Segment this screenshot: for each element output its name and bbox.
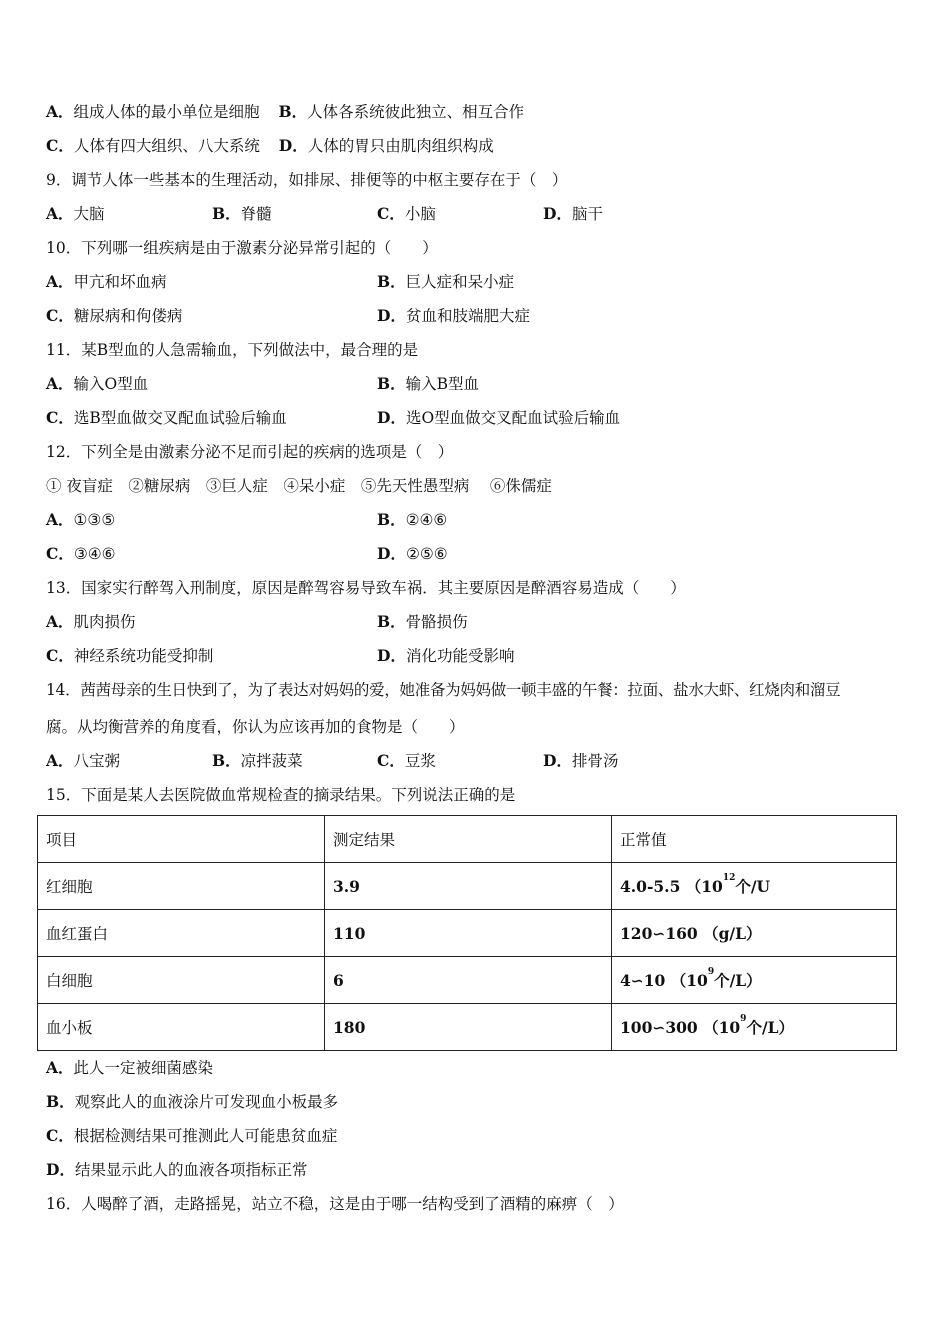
q8-option-d: 人体的胃只由肌肉组织构成 (307, 137, 494, 155)
q8-option-b-key: B． (278, 102, 308, 121)
header-item: 项目 (38, 816, 325, 863)
normal-range: 4∽10 （10 (620, 971, 708, 990)
normal-unit: 个/L） (714, 971, 762, 990)
normal-range: 100∽300 （10 (620, 1018, 741, 1037)
normal-range: 120∽160 （g/L） (620, 924, 762, 943)
q8-option-a: 组成人体的最小单位是细胞 (73, 103, 260, 121)
q8-option-b: 人体各系统彼此独立、相互合作 (307, 103, 525, 121)
row-item: 血小板 (38, 1004, 325, 1051)
q8-option-c: 人体有四大组织、八大系统 (73, 137, 260, 155)
q10-options-row-1 (46, 272, 906, 292)
q15-option-c: C．根据检测结果可推测此人可能患贫血症 (46, 1126, 338, 1145)
q8-option-a-key: A． (46, 102, 74, 121)
q13-option-d: D．消化功能受影响 (377, 646, 515, 665)
row-item: 白细胞 (38, 957, 325, 1004)
q11-option-b: B．输入B型血 (377, 374, 480, 393)
row-result: 110 (325, 910, 612, 957)
normal-unit: 个/U (735, 877, 771, 896)
q8-options-row-2 (46, 136, 494, 156)
row-normal (612, 1004, 897, 1051)
q9-option-c: C．小脑 (377, 204, 436, 223)
exponent: 9 (740, 1014, 747, 1024)
normal-unit: 个/L） (746, 1018, 794, 1037)
q10-option-b: B．巨人症和呆小症 (377, 272, 515, 291)
q16-stem: 16．人喝醉了酒，走路摇晃，站立不稳，这是由于哪一结构受到了酒精的麻痹（ ） (46, 1195, 624, 1213)
q11-options-row-2 (46, 408, 906, 428)
q11-stem: 11．某B型血的人急需输血，下列做法中，最合理的是 (46, 341, 419, 359)
q12-items: ① 夜盲症 ②糖尿病 ③巨人症 ④呆小症 ⑤先天性愚型病 ⑥侏儒症 (46, 477, 552, 495)
q14-option-b: B．凉拌菠菜 (212, 751, 303, 770)
q13-option-b: B．骨骼损伤 (377, 612, 468, 631)
row-item: 血红蛋白 (38, 910, 325, 957)
q13-stem: 13．国家实行醉驾入刑制度，原因是醉驾容易导致车祸．其主要原因是醉酒容易造成（ ） (46, 579, 686, 597)
q9-option-b: B．脊髓 (212, 204, 272, 223)
q12-option-b: B．②④⑥ (377, 510, 448, 529)
row-result: 3.9 (325, 863, 612, 910)
q15-option-d: D．结果显示此人的血液各项指标正常 (46, 1160, 308, 1179)
q11-option-d: D．选O型血做交叉配血试验后输血 (377, 408, 621, 427)
q14-option-d: D．排骨汤 (543, 751, 619, 770)
row-item: 红细胞 (38, 863, 325, 910)
q14-option-c: C．豆浆 (377, 751, 436, 770)
q8-option-c-key: C． (46, 136, 74, 155)
q8-option-d-key: D． (278, 136, 308, 155)
header-normal: 正常值 (612, 816, 897, 863)
q12-option-a: A．①③⑤ (46, 510, 116, 529)
table-row (38, 957, 897, 1004)
row-normal (612, 910, 897, 957)
q12-option-d: D．②⑤⑥ (377, 544, 448, 563)
row-normal (612, 957, 897, 1004)
q10-options-row-2 (46, 306, 906, 326)
exponent: 9 (707, 967, 715, 977)
header-result: 测定结果 (325, 816, 612, 863)
q15-option-b: B．观察此人的血液涂片可发现血小板最多 (46, 1092, 339, 1111)
q13-option-a: A．肌肉损伤 (46, 612, 136, 631)
q14-options (46, 751, 906, 771)
q13-options-row-2 (46, 646, 906, 666)
q10-option-d: D．贫血和肢端肥大症 (377, 306, 530, 325)
q11-options-row-1 (46, 374, 906, 394)
q10-option-c: C．糖尿病和佝偻病 (46, 306, 183, 325)
q8-options-row-1 (46, 102, 524, 122)
q14-stem-line-2: 腐。从均衡营养的角度看，你认为应该再加的食物是（ ） (46, 718, 465, 736)
q15-option-a: A．此人一定被细菌感染 (46, 1058, 214, 1077)
q11-option-c: C．选B型血做交叉配血试验后输血 (46, 408, 287, 427)
q11-option-a: A．输入O型血 (46, 374, 149, 393)
q13-option-c: C．神经系统功能受抑制 (46, 646, 214, 665)
q9-option-a: A．大脑 (46, 204, 105, 223)
q14-option-a: A．八宝粥 (46, 751, 121, 770)
q12-options-row-2 (46, 544, 906, 564)
q10-option-a: A．甲亢和坏血病 (46, 272, 167, 291)
exponent: 12 (722, 873, 736, 883)
q9-stem: 9．调节人体一些基本的生理活动，如排尿、排便等的中枢主要存在于（ ） (46, 171, 568, 189)
q9-options (46, 204, 906, 224)
row-result: 6 (325, 957, 612, 1004)
normal-range: 4.0-5.5 （10 (620, 877, 723, 896)
row-result: 180 (325, 1004, 612, 1051)
blood-test-table (37, 815, 897, 1051)
table-row (38, 910, 897, 957)
q14-stem-line-1: 14．茜茜母亲的生日快到了，为了表达对妈妈的爱，她准备为妈妈做一顿丰盛的午餐：拉面、盐水大虾、红烧肉和溜豆 (46, 681, 841, 699)
table-row (38, 863, 897, 910)
q12-options-row-1 (46, 510, 906, 530)
q12-stem: 12．下列全是由激素分泌不足而引起的疾病的选项是（ ） (46, 443, 454, 461)
table-header-row (38, 816, 897, 863)
q13-options-row-1 (46, 612, 906, 632)
q9-option-d: D．脑干 (543, 204, 603, 223)
q10-stem: 10．下列哪一组疾病是由于激素分泌异常引起的（ ） (46, 239, 438, 257)
q15-stem: 15．下面是某人去医院做血常规检查的摘录结果。下列说法正确的是 (46, 786, 516, 804)
q12-option-c: C．③④⑥ (46, 544, 116, 563)
table-row (38, 1004, 897, 1051)
row-normal (612, 863, 897, 910)
